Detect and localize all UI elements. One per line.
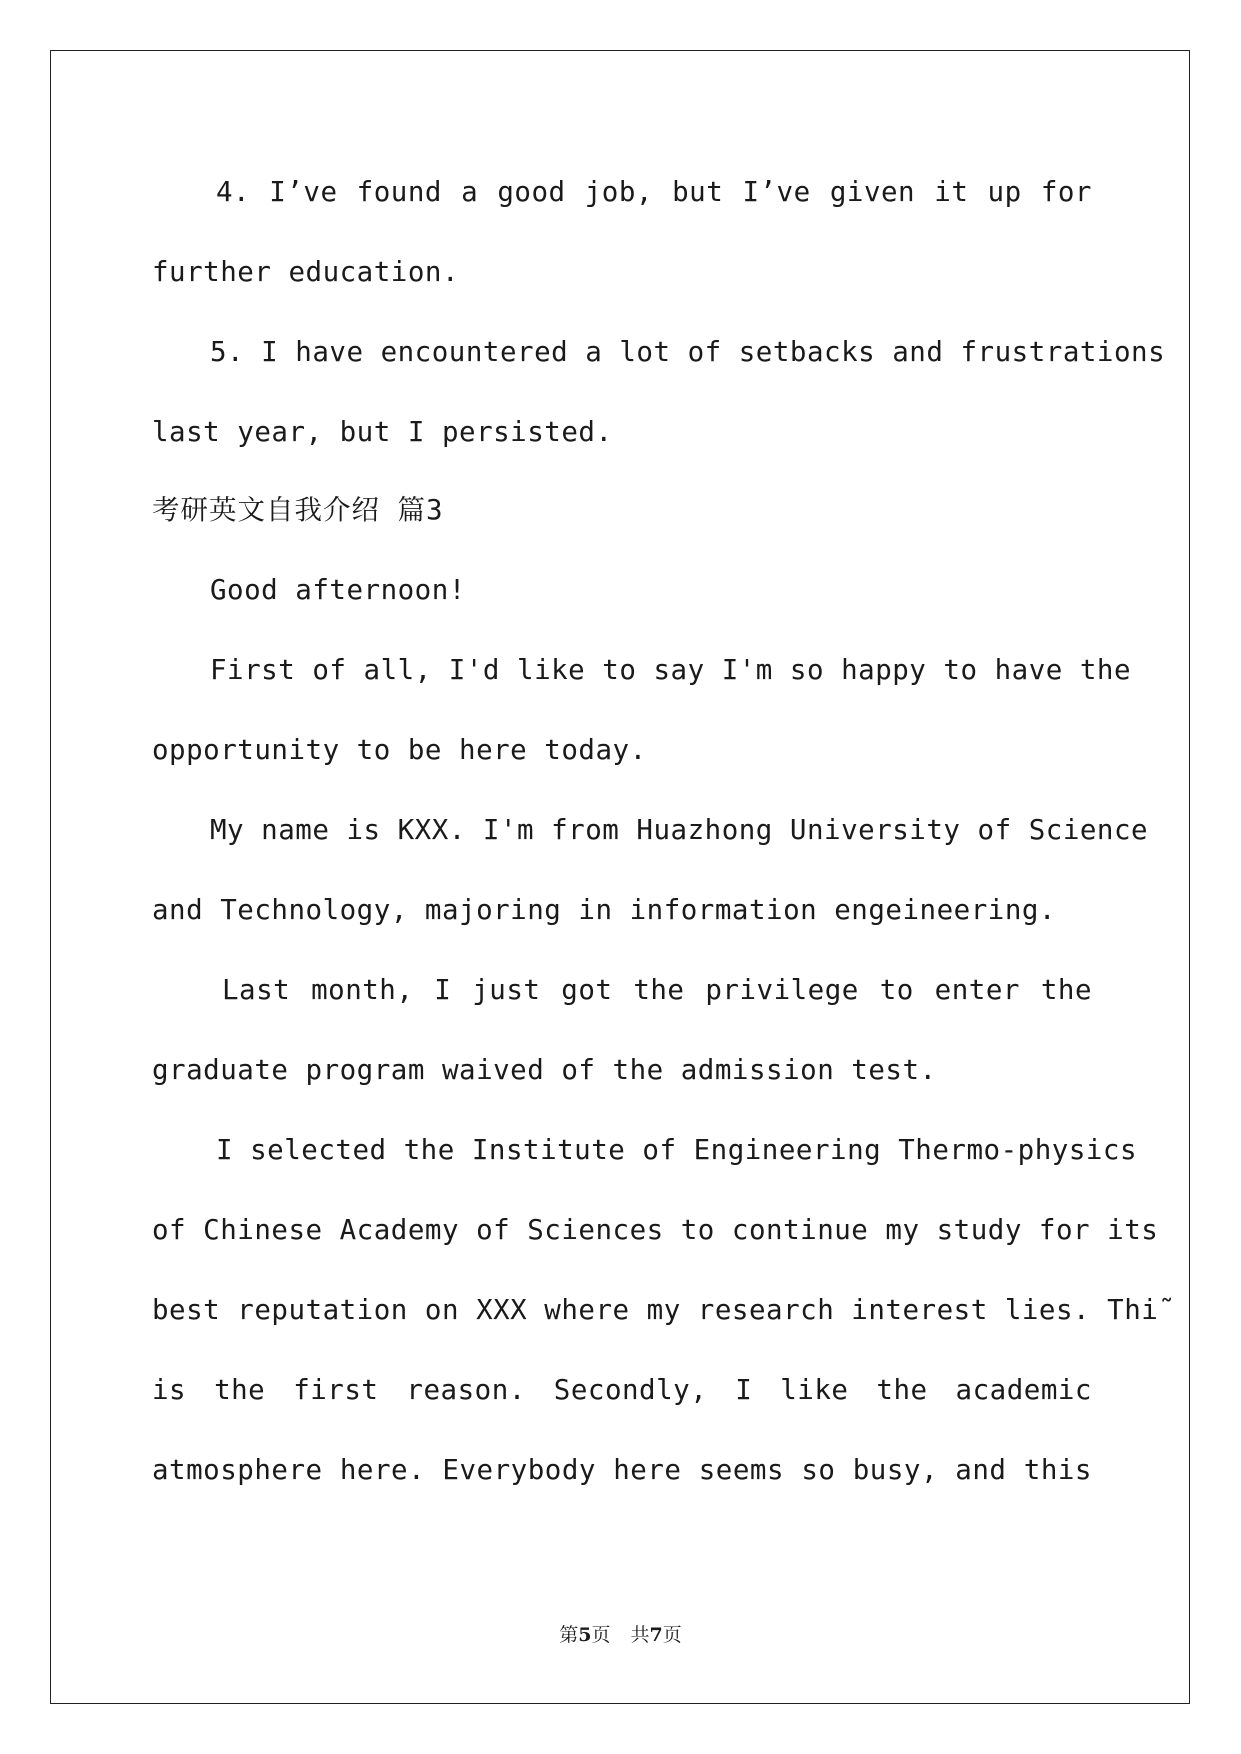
paragraph-line: is the first reason. Secondly, I like the academic bbox=[152, 1374, 1092, 1406]
paragraph-line: last year, but I persisted. bbox=[152, 416, 613, 448]
section-heading: 考研英文自我介绍 篇3 bbox=[152, 494, 444, 526]
footer-total-prefix: 共 bbox=[630, 1624, 650, 1646]
paragraph-line: My name is KXX. I'm from Huazhong University of Science bbox=[210, 814, 1149, 846]
footer-total-suffix: 页 bbox=[662, 1624, 682, 1646]
footer-page-suffix: 页 bbox=[591, 1624, 611, 1646]
paragraph-line: graduate program waived of the admission test. bbox=[152, 1054, 937, 1086]
paragraph-line: atmosphere here. Everybody here seems so busy, and this bbox=[152, 1454, 1092, 1486]
paragraph-line: I selected the Institute of Engineering Thermo-physics bbox=[216, 1134, 1138, 1166]
paragraph-line: Good afternoon! bbox=[210, 574, 466, 606]
paragraph-line: First of all, I'd like to say I'm so happy to have the bbox=[210, 654, 1132, 686]
footer-page-prefix: 第 bbox=[559, 1624, 579, 1646]
paragraph-line: and Technology, majoring in information engeineering. bbox=[152, 894, 1056, 926]
paragraph-line: of Chinese Academy of Sciences to continue my study for its bbox=[152, 1214, 1159, 1246]
paragraph-line: 4. I’ve found a good job, but I’ve given it up for bbox=[216, 176, 1092, 208]
paragraph-line: 5. I have encountered a lot of setbacks and frustrations bbox=[210, 336, 1166, 368]
page-footer bbox=[0, 1620, 1241, 1647]
paragraph-line: best reputation on XXX where my research interest lies. Thi˜ bbox=[152, 1294, 1176, 1326]
paragraph-line: opportunity to be here today. bbox=[152, 734, 647, 766]
footer-total-number: 7 bbox=[649, 1624, 663, 1646]
footer-page-number: 5 bbox=[578, 1624, 592, 1646]
paragraph-line: Last month, I just got the privilege to enter the bbox=[222, 974, 1092, 1006]
paragraph-line: further education. bbox=[152, 256, 460, 288]
